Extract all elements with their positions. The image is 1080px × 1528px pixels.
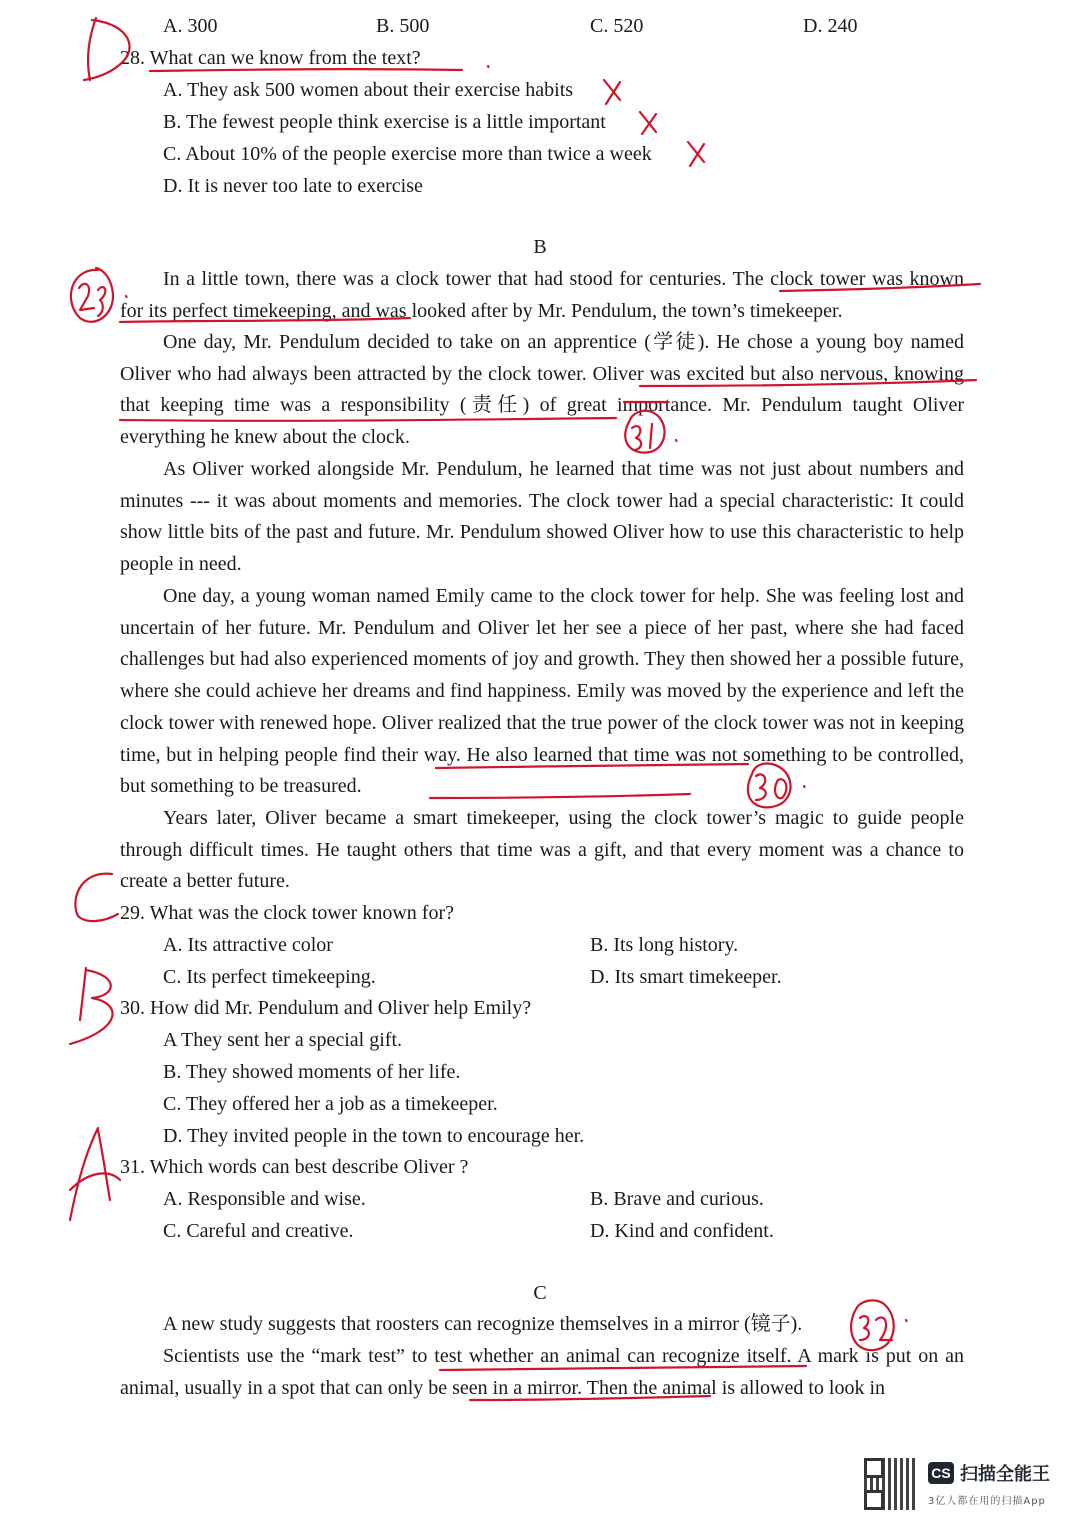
q31-option-b: B. Brave and curious. <box>590 1188 764 1210</box>
app-logo: CS <box>928 1462 954 1484</box>
passage-b-paragraph: In a little town, there was a clock tower that had stood for centuries. The clock tower was known for its perfect timekeeping, and was looked after by Mr. Pendulum, the town’s timekeeper. <box>120 268 964 322</box>
q31-option-c: C. Careful and creative. <box>163 1220 354 1242</box>
q27-option-a: A. 300 <box>163 15 218 37</box>
q31-option-a: A. Responsible and wise. <box>163 1188 366 1210</box>
q30-stem: 30. How did Mr. Pendulum and Oliver help Emily? <box>120 997 532 1019</box>
q30-option-b: B. They showed moments of her life. <box>163 1061 461 1083</box>
passage-c-heading: C <box>533 1282 547 1304</box>
wrong-x-mark <box>640 112 656 134</box>
q29-option-b: B. Its long history. <box>590 934 739 956</box>
q28-stem: 28. What can we know from the text? <box>120 47 421 69</box>
q29-stem: 29. What was the clock tower known for? <box>120 902 454 924</box>
qr-code-icon <box>864 1458 916 1510</box>
q30-option-c: C. They offered her a job as a timekeeper. <box>163 1093 498 1115</box>
q27-option-d: D. 240 <box>803 15 858 37</box>
wrong-x-mark <box>688 142 704 166</box>
passage-b-heading: B <box>533 236 547 258</box>
q28-option-b: B. The fewest people think exercise is a little important <box>163 111 606 133</box>
q29-option-d: D. Its smart timekeeper. <box>590 966 782 988</box>
q28-option-c: C. About 10% of the people exercise more than twice a week <box>163 143 652 165</box>
q27-option-c: C. 520 <box>590 15 644 37</box>
answer-a-mark <box>70 1128 120 1220</box>
q29-option-a: A. Its attractive color <box>163 934 333 956</box>
answer-c-mark <box>75 874 118 921</box>
app-name: 扫描全能王 <box>960 1464 1050 1485</box>
q31-stem: 31. Which words can best describe Oliver ? <box>120 1156 469 1178</box>
q29-option-c: C. Its perfect timekeeping. <box>163 966 376 988</box>
app-slogan: 3亿人都在用的扫描App <box>928 1496 1046 1507</box>
q31-option-d: D. Kind and confident. <box>590 1220 774 1242</box>
q30-option-d: D. They invited people in the town to encourage her. <box>163 1125 585 1147</box>
passage-c-paragraph: A new study suggests that roosters can recognize themselves in a mirror (镜子). <box>163 1313 803 1335</box>
q28-option-d: D. It is never too late to exercise <box>163 175 423 197</box>
q28-option-a: A. They ask 500 women about their exercise habits <box>163 79 574 101</box>
q30-option-a: A They sent her a special gift. <box>163 1029 403 1051</box>
wrong-x-mark <box>604 80 620 104</box>
scanner-watermark <box>864 1458 1064 1510</box>
q27-option-b: B. 500 <box>376 15 430 37</box>
passage-b-paragraph: As Oliver worked alongside Mr. Pendulum, he learned that time was not just about numbers and minutes --- it was about moments and memories. The clock tower had a special characteristic: It could show little bits of the past and future. Mr. Pendulum showed Oliver how to use this characteristic to help people in need. <box>120 458 964 576</box>
circled-29-mark <box>71 268 113 322</box>
passage-b-paragraph: One day, a young woman named Emily came to the clock tower for help. She was feeling lost and uncertain of her future. Mr. Pendulum and Oliver let her see a piece of her past, where she had faced challenges but had also experienced moments of joy and growth. They then showed her a possible future, where she could achieve her dreams and find happiness. Emily was moved by the experience and left the clock tower with renewed hope. Oliver realized that the true power of the clock tower was not in keeping time, but in helping people find their way. He also learned that time was not something to be controlled, but something to be treasured. <box>120 585 964 798</box>
passage-c-paragraph: Scientists use the “mark test” to test whether an animal can recognize itself. A mark is put on an animal, usually in a spot that can only be seen in a mirror. Then the animal is allowed to look in <box>120 1345 964 1399</box>
passage-b-paragraph: One day, Mr. Pendulum decided to take on an apprentice (学徒). He chose a young boy named Oliver who had always been attracted by the clock tower. Oliver was excited but also nervous, knowing that keeping time was a responsibility (责任) of great importance. Mr. Pendulum taught Oliver everything he knew about the clock. <box>120 331 964 449</box>
passage-b-paragraph: Years later, Oliver became a smart timekeeper, using the clock tower’s magic to guide people through difficult times. He taught others that time was a gift, and that every moment was a chance to create a better future. <box>120 807 964 893</box>
answer-b-mark <box>70 968 113 1044</box>
